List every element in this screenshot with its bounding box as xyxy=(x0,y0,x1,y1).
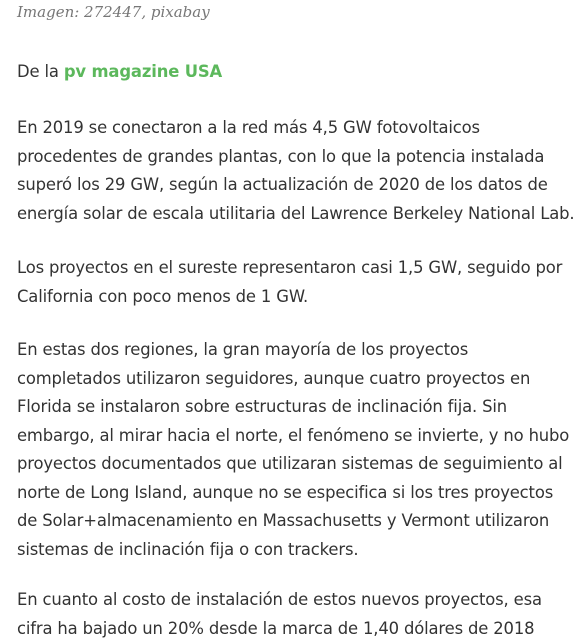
paragraph-line: Florida se instalaron sobre estructuras de inclinación fija. Sin xyxy=(17,393,569,422)
paragraph-line: de Solar+almacenamiento en Massachusetts y Vermont utilizaron xyxy=(17,507,569,536)
paragraph-1 xyxy=(17,114,569,228)
paragraph-line: sistemas de inclinación fija o con trackers. xyxy=(17,536,569,565)
paragraph-4 xyxy=(17,586,569,643)
paragraph-3 xyxy=(17,336,569,564)
paragraph-line: procedentes de grandes plantas, con lo que la potencia instalada xyxy=(17,143,569,172)
source-link[interactable]: pv magazine USA xyxy=(64,62,222,81)
image-caption: Imagen: 272447, pixabay xyxy=(17,3,210,21)
paragraph-line: superó los 29 GW, según la actualización de 2020 de los datos de xyxy=(17,171,569,200)
paragraph-line: energía solar de escala utilitaria del Lawrence Berkeley National Lab. xyxy=(17,200,569,229)
paragraph-2 xyxy=(17,254,569,311)
paragraph-line: En 2019 se conectaron a la red más 4,5 GW fotovoltaicos xyxy=(17,114,569,143)
paragraph-line: cifra ha bajado un 20% desde la marca de 1,40 dólares de 2018 xyxy=(17,615,569,643)
source-line xyxy=(17,58,569,87)
paragraph-line: En estas dos regiones, la gran mayoría de los proyectos xyxy=(17,336,569,365)
paragraph-line: norte de Long Island, aunque no se especifica si los tres proyectos xyxy=(17,479,569,508)
paragraph-line: Los proyectos en el sureste representaron casi 1,5 GW, seguido por xyxy=(17,254,569,283)
paragraph-line: embargo, al mirar hacia el norte, el fenómeno se invierte, y no hubo xyxy=(17,422,569,451)
paragraph-line: California con poco menos de 1 GW. xyxy=(17,283,569,312)
paragraph-line: completados utilizaron seguidores, aunque cuatro proyectos en xyxy=(17,365,569,394)
paragraph-line: En cuanto al costo de instalación de estos nuevos proyectos, esa xyxy=(17,586,569,615)
paragraph-line: proyectos documentados que utilizaran sistemas de seguimiento al xyxy=(17,450,569,479)
source-prefix: De la xyxy=(17,62,64,81)
